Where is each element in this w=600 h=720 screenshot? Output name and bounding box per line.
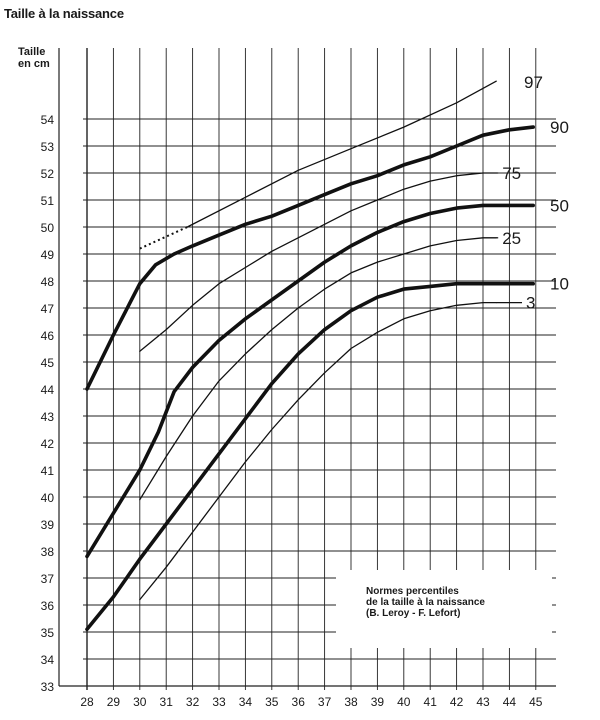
y-tick-label: 50 (40, 221, 54, 235)
y-axis-ticks (41, 113, 55, 694)
x-tick-label: 29 (106, 695, 121, 709)
legend-note-line1: Normes percentiles (366, 586, 459, 597)
series-line-p50 (87, 205, 536, 556)
page-title: Taille à la naissance (4, 6, 124, 21)
x-tick-label: 41 (423, 695, 437, 709)
percentile-curves (87, 81, 536, 629)
y-tick-label: 33 (40, 680, 54, 694)
legend-note-box (336, 570, 552, 648)
y-tick-label: 34 (40, 653, 54, 667)
series-label-p50: 50 (550, 196, 569, 216)
x-tick-label: 33 (212, 695, 226, 709)
y-tick-label: 45 (40, 356, 54, 370)
series-line-p90 (87, 127, 536, 389)
y-tick-label: 54 (40, 113, 54, 127)
series-label-p97: 97 (524, 73, 543, 93)
percentile-labels (496, 73, 569, 312)
y-tick-label: 52 (40, 167, 54, 181)
y-tick-label: 35 (40, 626, 54, 640)
x-tick-label: 44 (502, 695, 517, 709)
x-tick-label: 37 (317, 695, 332, 709)
y-tick-label: 37 (40, 572, 54, 586)
series-line-p97-dotted (140, 227, 188, 249)
y-tick-label: 46 (40, 329, 54, 343)
x-tick-label: 31 (159, 695, 173, 709)
series-label-p3: 3 (526, 293, 536, 313)
x-tick-label: 45 (529, 695, 543, 709)
x-axis-ticks (80, 695, 542, 709)
y-tick-label: 53 (40, 140, 54, 154)
y-axis-label-line1: Taille (18, 46, 46, 58)
x-tick-label: 40 (397, 695, 411, 709)
y-tick-label: 38 (40, 545, 54, 559)
y-tick-label: 39 (40, 518, 54, 532)
x-tick-label: 42 (449, 695, 464, 709)
y-tick-label: 41 (40, 464, 54, 478)
x-tick-label: 36 (291, 695, 305, 709)
x-tick-label: 32 (185, 695, 200, 709)
series-label-p25: 25 (502, 228, 522, 248)
x-tick-label: 34 (238, 695, 253, 709)
y-tick-label: 51 (40, 194, 54, 208)
series-line-p3 (140, 303, 496, 600)
x-tick-label: 39 (370, 695, 385, 709)
series-label-p10: 10 (550, 274, 569, 294)
y-tick-label: 36 (40, 599, 54, 613)
y-tick-label: 48 (40, 275, 54, 289)
series-line-p97 (187, 81, 496, 227)
x-tick-label: 30 (133, 695, 147, 709)
y-tick-label: 43 (40, 410, 54, 424)
legend-note-line3: (B. Leroy - F. Lefort) (366, 608, 461, 619)
y-tick-label: 49 (40, 248, 54, 262)
legend-note-line2: de la taille à la naissance (366, 597, 485, 608)
x-tick-label: 28 (80, 695, 94, 709)
y-tick-label: 42 (40, 437, 54, 451)
y-tick-label: 40 (40, 491, 54, 505)
series-label-p90: 90 (550, 118, 569, 138)
x-tick-label: 35 (265, 695, 279, 709)
y-tick-label: 44 (40, 383, 54, 397)
y-axis-label-line2: en cm (18, 58, 50, 70)
series-label-p75: 75 (502, 164, 522, 183)
x-tick-label: 38 (344, 695, 358, 709)
y-tick-label: 47 (40, 302, 54, 316)
x-tick-label: 43 (476, 695, 490, 709)
